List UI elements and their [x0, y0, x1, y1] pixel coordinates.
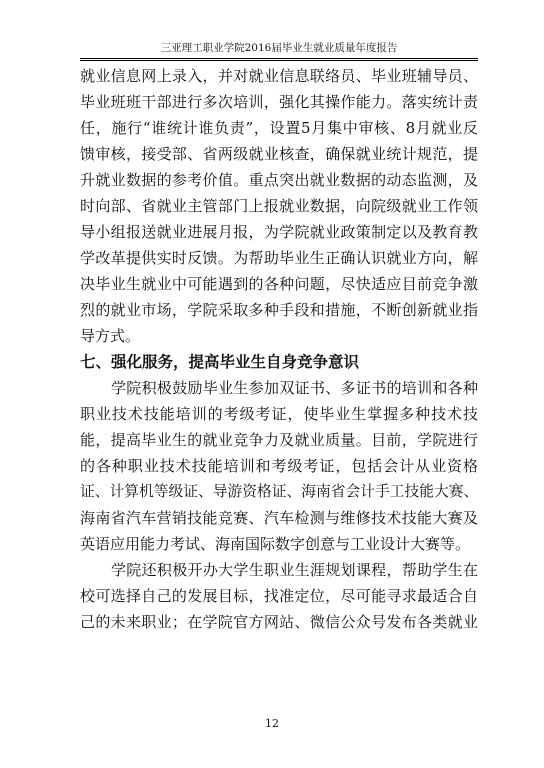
paragraph-2-line: 学院积极鼓励毕业生参加双证书、多证书的培训和各种 [111, 379, 478, 397]
paragraph-2-line: 证、计算机等级证、导游资格证、海南省会计手工技能大赛、 [80, 483, 479, 500]
paragraph-1-line: 决毕业生就业中可能遇到的各种问题，尽快适应目前竞争激 [80, 275, 478, 293]
page-header: 三亚理工职业学院2016届毕业生就业质量年度报告 [160, 42, 398, 54]
paragraph-1-line: 升就业数据的参考价值。重点突出就业数据的动态监测，及 [80, 171, 478, 189]
paragraph-1-line: 导方式。 [80, 327, 141, 345]
paragraph-2-line: 海南省汽车营销技能竞赛、汽车检测与维修技术技能大赛及 [80, 509, 478, 527]
section-heading: 七、强化服务，提高毕业生自身竞争意识 [80, 353, 360, 371]
paragraph-1-line: 学改革提供实时反馈。为帮助毕业生正确认识就业方向，解 [80, 249, 478, 267]
paragraph-2-line: 职业技术技能培训的考级考证，使毕业生掌握多种技术技 [80, 405, 478, 423]
paragraph-2-line: 的各种职业技术技能培训和考级考证，包括会计从业资格 [80, 457, 478, 475]
header-rule-thin [80, 60, 478, 61]
paragraph-1-line: 馈审核，接受部、省两级就业核查，确保就业统计规范，提 [80, 145, 478, 163]
paragraph-1-line: 时向部、省就业主管部门上报就业数据，向院级就业工作领 [80, 197, 478, 215]
paragraph-1-line: 烈的就业市场，学院采取多种手段和措施，不断创新就业指 [80, 301, 478, 319]
paragraph-2-line: 能，提高毕业生的就业竞争力及就业质量。目前，学院进行 [80, 431, 478, 449]
paragraph-3-line: 学院还积极开办大学生职业生涯规划课程，帮助学生在 [111, 561, 478, 579]
page-number: 12 [265, 717, 279, 730]
header-rule [80, 58, 478, 59]
paragraph-1-line: 毕业班班干部进行多次培训，强化其操作能力。落实统计责 [80, 93, 478, 111]
paragraph-3-line: 校可选择自己的发展目标，找准定位，尽可能寻求最适合自 [80, 587, 478, 605]
paragraph-1-line: 就业信息网上录入，并对就业信息联络员、毕业班辅导员、 [80, 67, 478, 85]
paragraph-2-line: 英语应用能力考试、海南国际数字创意与工业设计大赛等。 [80, 535, 471, 553]
paragraph-1-line: 任，施行“谁统计谁负责”，设置5月集中审核、8月就业反 [80, 119, 478, 137]
paragraph-3-line: 己的未来职业；在学院官方网站、微信公众号发布各类就业 [80, 613, 478, 631]
paragraph-1-line: 导小组报送就业进展月报，为学院就业政策制定以及教育教 [80, 223, 478, 241]
